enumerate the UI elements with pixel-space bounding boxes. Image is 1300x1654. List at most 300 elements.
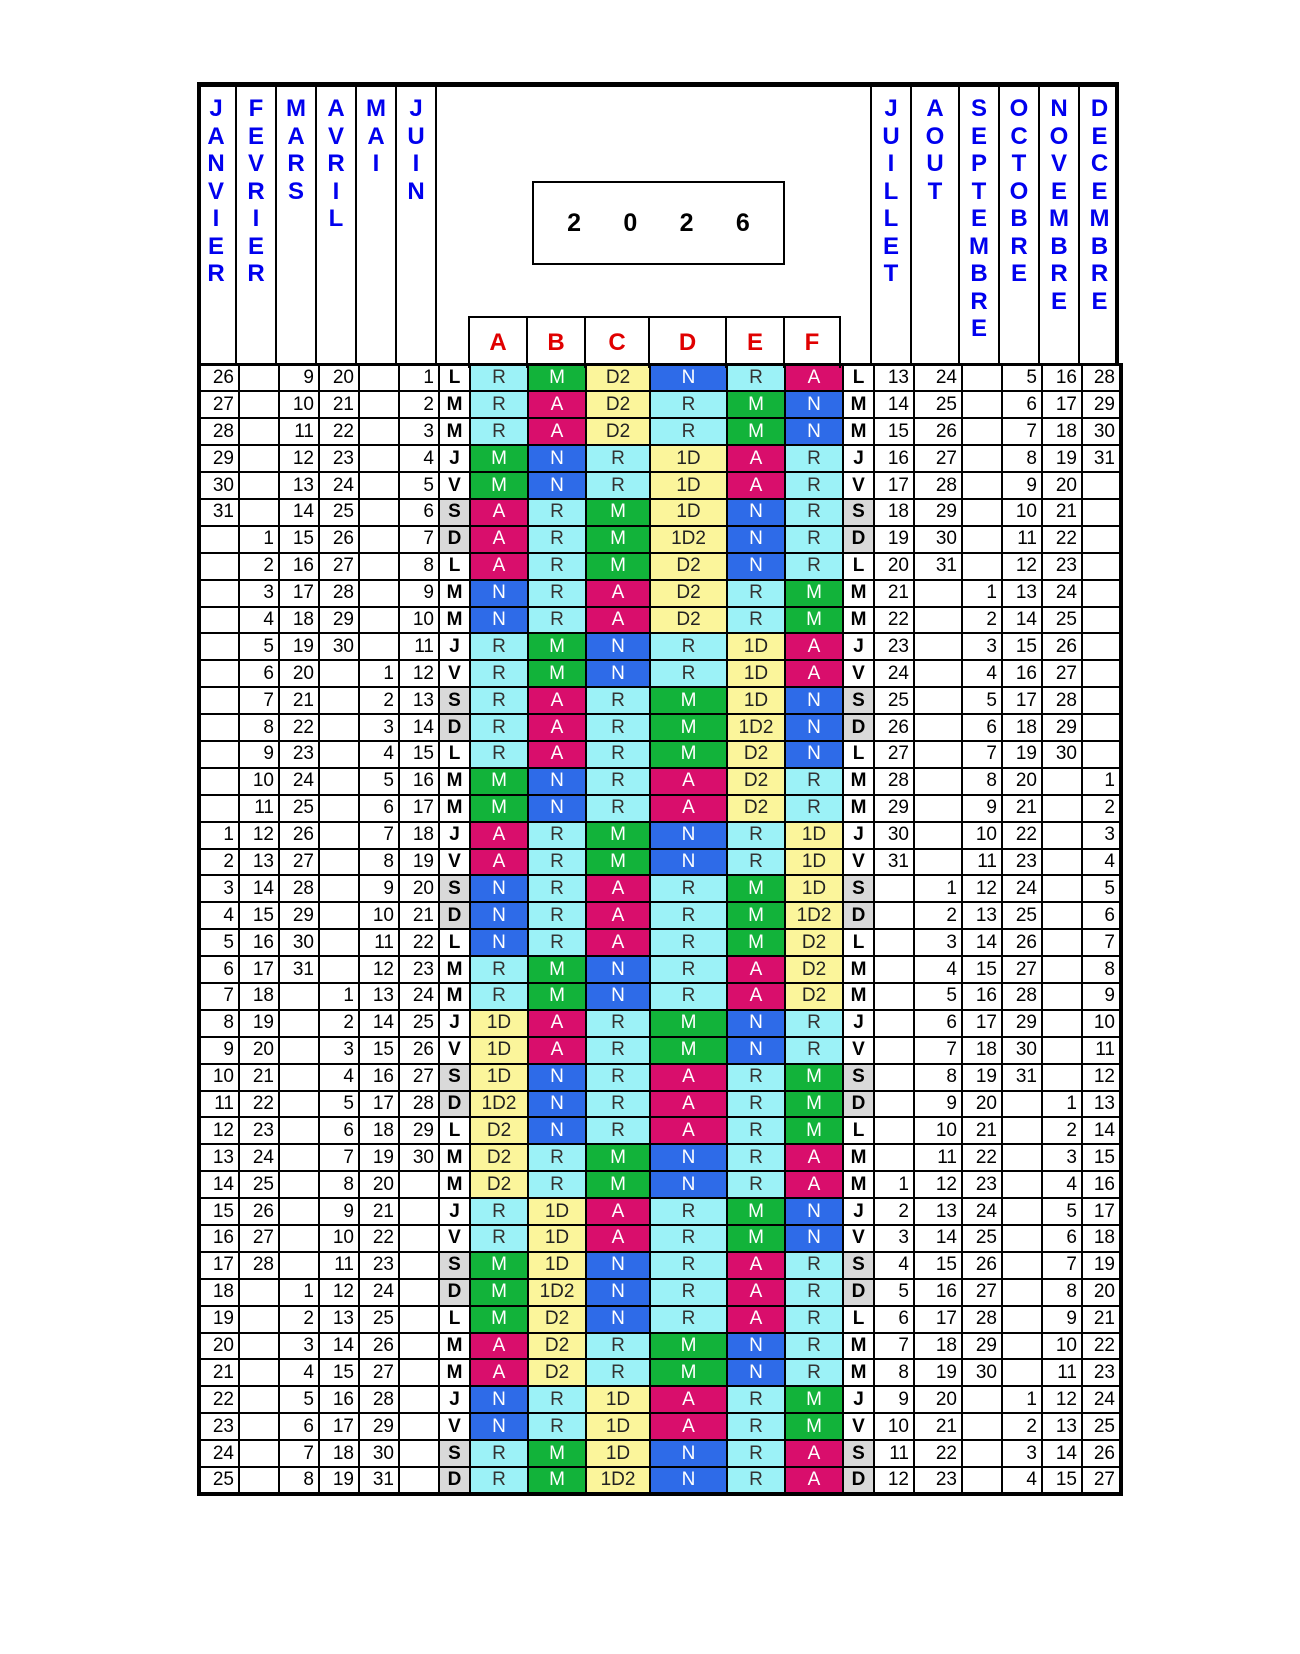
- shift-cell-team-e: N: [727, 553, 785, 580]
- date-cell-decembre: [1082, 714, 1121, 741]
- month-letter: R: [1050, 260, 1068, 287]
- date-cell-mars: 17: [279, 580, 319, 607]
- date-cell-septembre: 10: [962, 822, 1002, 849]
- date-cell-aout: 17: [914, 1306, 962, 1333]
- date-cell-septembre: [962, 365, 1002, 392]
- date-cell-aout: 21: [914, 1413, 962, 1440]
- date-cell-fevrier: [239, 445, 279, 472]
- date-cell-aout: 11: [914, 1144, 962, 1171]
- shift-cell-team-f: M: [785, 1413, 843, 1440]
- shift-cell-team-b: R: [528, 1144, 586, 1171]
- shift-cell-team-e: N: [727, 526, 785, 553]
- date-cell-mars: 23: [279, 741, 319, 768]
- date-cell-octobre: 30: [1002, 1037, 1042, 1064]
- shift-cell-team-f: M: [785, 580, 843, 607]
- weekday-cell: L: [439, 365, 470, 392]
- date-cell-avril: 20: [319, 365, 359, 392]
- shift-cell-team-b: 1D: [528, 1252, 586, 1279]
- date-cell-janvier: 13: [199, 1144, 239, 1171]
- date-cell-avril: 6: [319, 1117, 359, 1144]
- shift-cell-team-a: 1D: [470, 1010, 528, 1037]
- shift-cell-team-c: A: [586, 902, 650, 929]
- date-cell-janvier: 12: [199, 1117, 239, 1144]
- shift-cell-team-c: M: [586, 553, 650, 580]
- month-header-juin: [397, 87, 437, 363]
- shift-cell-team-e: A: [727, 1306, 785, 1333]
- date-cell-mars: 15: [279, 526, 319, 553]
- date-cell-juin: 8: [399, 553, 439, 580]
- date-cell-mars: 8: [279, 1467, 319, 1494]
- date-cell-fevrier: 9: [239, 741, 279, 768]
- date-cell-janvier: 25: [199, 1467, 239, 1494]
- date-cell-novembre: 1: [1042, 1091, 1082, 1118]
- date-cell-aout: 6: [914, 1010, 962, 1037]
- date-cell-mai: 2: [359, 687, 399, 714]
- date-cell-juillet: 23: [874, 633, 914, 660]
- month-letter: M: [1049, 205, 1069, 232]
- table-row: [199, 1467, 1121, 1494]
- date-cell-fevrier: 10: [239, 768, 279, 795]
- shift-cell-team-e: R: [727, 1091, 785, 1118]
- date-cell-janvier: 23: [199, 1413, 239, 1440]
- date-cell-avril: 10: [319, 1225, 359, 1252]
- date-cell-decembre: 16: [1082, 1171, 1121, 1198]
- date-cell-avril: 16: [319, 1386, 359, 1413]
- table-row: [199, 714, 1121, 741]
- date-cell-avril: 21: [319, 391, 359, 418]
- shift-cell-team-e: N: [727, 1037, 785, 1064]
- date-cell-janvier: 31: [199, 499, 239, 526]
- shift-cell-team-d: N: [650, 1440, 727, 1467]
- date-cell-octobre: 4: [1002, 1467, 1042, 1494]
- date-cell-fevrier: [239, 1467, 279, 1494]
- date-cell-octobre: 26: [1002, 929, 1042, 956]
- shift-cell-team-a: N: [470, 902, 528, 929]
- date-cell-juillet: [874, 902, 914, 929]
- shift-cell-team-a: R: [470, 1198, 528, 1225]
- date-cell-avril: 25: [319, 499, 359, 526]
- shift-cell-team-f: M: [785, 607, 843, 634]
- shift-cell-team-b: R: [528, 902, 586, 929]
- date-cell-septembre: 5: [962, 687, 1002, 714]
- date-cell-novembre: 12: [1042, 1386, 1082, 1413]
- shift-cell-team-c: R: [586, 472, 650, 499]
- weekday-cell: J: [439, 1386, 470, 1413]
- shift-cell-team-b: 1D2: [528, 1279, 586, 1306]
- month-letter: D: [1090, 95, 1109, 122]
- date-cell-octobre: 22: [1002, 822, 1042, 849]
- month-letter: N: [207, 150, 225, 177]
- date-cell-avril: 19: [319, 1467, 359, 1494]
- shift-cell-team-b: M: [528, 1467, 586, 1494]
- date-cell-novembre: [1042, 795, 1082, 822]
- shift-cell-team-b: N: [528, 1091, 586, 1118]
- weekday-cell: D: [843, 714, 874, 741]
- month-header-septembre: [960, 87, 1000, 363]
- month-letter: E: [247, 232, 264, 260]
- weekday-cell: S: [439, 875, 470, 902]
- date-cell-juillet: [874, 1037, 914, 1064]
- date-cell-septembre: 27: [962, 1279, 1002, 1306]
- shift-cell-team-e: A: [727, 983, 785, 1010]
- date-cell-juillet: 21: [874, 580, 914, 607]
- date-cell-decembre: 25: [1082, 1413, 1121, 1440]
- date-cell-avril: [319, 660, 359, 687]
- date-cell-septembre: [962, 1413, 1002, 1440]
- date-cell-aout: 20: [914, 1386, 962, 1413]
- date-cell-septembre: 2: [962, 607, 1002, 634]
- shift-cell-team-d: R: [650, 418, 727, 445]
- date-cell-mai: 27: [359, 1359, 399, 1386]
- date-cell-juillet: 2: [874, 1198, 914, 1225]
- shift-cell-team-c: 1D: [586, 1413, 650, 1440]
- date-cell-mars: [279, 1252, 319, 1279]
- date-cell-septembre: 22: [962, 1144, 1002, 1171]
- date-cell-mars: 3: [279, 1333, 319, 1360]
- date-cell-janvier: [199, 768, 239, 795]
- date-cell-juillet: 1: [874, 1171, 914, 1198]
- date-cell-avril: 8: [319, 1171, 359, 1198]
- table-row: [199, 1252, 1121, 1279]
- date-cell-novembre: [1042, 1064, 1082, 1091]
- month-header-juillet: [872, 87, 912, 363]
- date-cell-juillet: 4: [874, 1252, 914, 1279]
- shift-cell-team-e: R: [727, 1171, 785, 1198]
- shift-cell-team-e: A: [727, 472, 785, 499]
- shift-cell-team-d: R: [650, 1252, 727, 1279]
- date-cell-septembre: 21: [962, 1117, 1002, 1144]
- date-cell-mai: 24: [359, 1279, 399, 1306]
- date-cell-octobre: 2: [1002, 1413, 1042, 1440]
- date-cell-janvier: 3: [199, 875, 239, 902]
- date-cell-mars: [279, 1091, 319, 1118]
- date-cell-novembre: 10: [1042, 1333, 1082, 1360]
- weekday-cell: J: [843, 445, 874, 472]
- table-row: [199, 1306, 1121, 1333]
- date-cell-octobre: [1002, 1279, 1042, 1306]
- weekday-cell: M: [843, 983, 874, 1010]
- month-letter: I: [412, 150, 420, 177]
- date-cell-fevrier: [239, 1279, 279, 1306]
- date-cell-mars: 14: [279, 499, 319, 526]
- date-cell-novembre: [1042, 956, 1082, 983]
- date-cell-aout: 22: [914, 1440, 962, 1467]
- month-letter: R: [1010, 232, 1028, 260]
- date-cell-novembre: [1042, 1037, 1082, 1064]
- table-row: [199, 391, 1121, 418]
- shift-cell-team-d: M: [650, 1333, 727, 1360]
- shift-cell-team-b: M: [528, 956, 586, 983]
- shift-cell-team-a: N: [470, 929, 528, 956]
- date-cell-decembre: [1082, 607, 1121, 634]
- date-cell-fevrier: 20: [239, 1037, 279, 1064]
- date-cell-mars: 4: [279, 1359, 319, 1386]
- month-letter: U: [926, 150, 944, 177]
- date-cell-avril: 15: [319, 1359, 359, 1386]
- shift-cell-team-e: 1D: [727, 660, 785, 687]
- date-cell-mars: 12: [279, 445, 319, 472]
- date-cell-juillet: 20: [874, 553, 914, 580]
- date-cell-mars: 2: [279, 1306, 319, 1333]
- date-cell-octobre: 3: [1002, 1440, 1042, 1467]
- month-letter: R: [970, 287, 988, 315]
- date-cell-septembre: 11: [962, 849, 1002, 876]
- table-row: [199, 875, 1121, 902]
- date-cell-septembre: 25: [962, 1225, 1002, 1252]
- month-header-novembre: [1040, 87, 1080, 363]
- shift-cell-team-a: R: [470, 741, 528, 768]
- shift-cell-team-b: A: [528, 391, 586, 418]
- date-cell-aout: 12: [914, 1171, 962, 1198]
- date-cell-octobre: 21: [1002, 795, 1042, 822]
- date-cell-aout: 9: [914, 1091, 962, 1118]
- shift-cell-team-d: M: [650, 741, 727, 768]
- date-cell-mars: [279, 1037, 319, 1064]
- shift-cell-team-e: R: [727, 580, 785, 607]
- date-cell-mai: 21: [359, 1198, 399, 1225]
- weekday-cell: V: [439, 472, 470, 499]
- date-cell-avril: [319, 741, 359, 768]
- date-cell-novembre: 16: [1042, 365, 1082, 392]
- date-cell-juillet: 5: [874, 1279, 914, 1306]
- date-cell-aout: 14: [914, 1225, 962, 1252]
- date-cell-octobre: 9: [1002, 472, 1042, 499]
- date-cell-avril: 1: [319, 983, 359, 1010]
- date-cell-juillet: 8: [874, 1359, 914, 1386]
- month-header-fevrier: [237, 87, 277, 363]
- shift-cell-team-c: A: [586, 1225, 650, 1252]
- shift-cell-team-c: R: [586, 1064, 650, 1091]
- weekday-cell: J: [843, 822, 874, 849]
- shift-cell-team-e: R: [727, 1117, 785, 1144]
- table-row: [199, 741, 1121, 768]
- date-cell-mai: 5: [359, 768, 399, 795]
- date-cell-novembre: 20: [1042, 472, 1082, 499]
- shift-cell-team-d: R: [650, 1198, 727, 1225]
- shift-cell-team-c: R: [586, 1359, 650, 1386]
- weekday-cell: S: [439, 1252, 470, 1279]
- date-cell-octobre: [1002, 1359, 1042, 1386]
- date-cell-septembre: 26: [962, 1252, 1002, 1279]
- month-letter: L: [883, 205, 899, 232]
- date-cell-mai: [359, 418, 399, 445]
- shift-cell-team-e: M: [727, 902, 785, 929]
- date-cell-janvier: 9: [199, 1037, 239, 1064]
- shift-cell-team-f: R: [785, 1010, 843, 1037]
- date-cell-juillet: 25: [874, 687, 914, 714]
- date-cell-mars: 27: [279, 849, 319, 876]
- table-row: [199, 1064, 1121, 1091]
- shift-cell-team-f: A: [785, 365, 843, 392]
- weekday-cell: D: [439, 902, 470, 929]
- shift-cell-team-b: A: [528, 1010, 586, 1037]
- month-letter: M: [366, 95, 386, 122]
- shift-cell-team-d: N: [650, 822, 727, 849]
- month-letter: I: [332, 177, 340, 205]
- shift-cell-team-e: N: [727, 1333, 785, 1360]
- date-cell-fevrier: [239, 1386, 279, 1413]
- date-cell-mai: 17: [359, 1091, 399, 1118]
- date-cell-avril: 14: [319, 1333, 359, 1360]
- shift-cell-team-c: M: [586, 1144, 650, 1171]
- weekday-cell: J: [843, 1010, 874, 1037]
- shift-cell-team-d: N: [650, 1467, 727, 1494]
- weekday-cell: M: [439, 391, 470, 418]
- date-cell-decembre: 14: [1082, 1117, 1121, 1144]
- date-cell-juin: 30: [399, 1144, 439, 1171]
- date-cell-juillet: 9: [874, 1386, 914, 1413]
- weekday-cell: V: [439, 1037, 470, 1064]
- shift-cell-team-d: 1D: [650, 472, 727, 499]
- table-row: [199, 902, 1121, 929]
- shift-cell-team-f: R: [785, 472, 843, 499]
- date-cell-mars: 24: [279, 768, 319, 795]
- shift-cell-team-f: R: [785, 553, 843, 580]
- shift-cell-team-e: M: [727, 929, 785, 956]
- date-cell-juin: 11: [399, 633, 439, 660]
- shift-cell-team-b: M: [528, 660, 586, 687]
- date-cell-juin: 25: [399, 1010, 439, 1037]
- shift-cell-team-e: N: [727, 499, 785, 526]
- weekday-cell: M: [439, 1359, 470, 1386]
- shift-cell-team-c: N: [586, 1252, 650, 1279]
- date-cell-mars: 10: [279, 391, 319, 418]
- date-cell-fevrier: 13: [239, 849, 279, 876]
- date-cell-avril: [319, 902, 359, 929]
- shift-cell-team-f: N: [785, 391, 843, 418]
- month-header-avril: [317, 87, 357, 363]
- shift-cell-team-f: 1D2: [785, 902, 843, 929]
- date-cell-juillet: 12: [874, 1467, 914, 1494]
- shift-cell-team-d: R: [650, 1225, 727, 1252]
- shift-cell-team-b: N: [528, 445, 586, 472]
- shift-cell-team-a: R: [470, 687, 528, 714]
- month-header-mai: [357, 87, 397, 363]
- date-cell-aout: 8: [914, 1064, 962, 1091]
- weekday-cell: V: [439, 849, 470, 876]
- weekday-cell: J: [439, 1198, 470, 1225]
- date-cell-mai: [359, 445, 399, 472]
- shift-cell-team-f: A: [785, 633, 843, 660]
- shift-cell-team-f: R: [785, 1279, 843, 1306]
- date-cell-mai: 8: [359, 849, 399, 876]
- date-cell-decembre: 13: [1082, 1091, 1121, 1118]
- weekday-cell: M: [843, 1359, 874, 1386]
- month-letter: O: [1009, 177, 1029, 205]
- date-cell-juillet: 10: [874, 1413, 914, 1440]
- shift-cell-team-d: M: [650, 714, 727, 741]
- date-cell-novembre: 23: [1042, 553, 1082, 580]
- weekday-cell: M: [439, 768, 470, 795]
- date-cell-decembre: 1: [1082, 768, 1121, 795]
- date-cell-fevrier: 2: [239, 553, 279, 580]
- date-cell-aout: [914, 687, 962, 714]
- month-letter: J: [884, 95, 898, 122]
- date-cell-septembre: 9: [962, 795, 1002, 822]
- shift-cell-team-d: R: [650, 660, 727, 687]
- weekday-cell: L: [843, 929, 874, 956]
- month-letter: A: [926, 95, 944, 122]
- month-letter: E: [970, 205, 987, 232]
- date-cell-mars: [279, 1064, 319, 1091]
- team-header-a: A: [468, 316, 526, 368]
- date-cell-janvier: [199, 553, 239, 580]
- date-cell-septembre: [962, 445, 1002, 472]
- shift-cell-team-c: D2: [586, 418, 650, 445]
- month-letter: R: [207, 260, 225, 287]
- weekday-cell: M: [843, 418, 874, 445]
- shift-cell-team-d: R: [650, 902, 727, 929]
- date-cell-decembre: 9: [1082, 983, 1121, 1010]
- date-cell-avril: 2: [319, 1010, 359, 1037]
- year-digit: 2: [679, 208, 694, 237]
- shift-cell-team-b: 1D: [528, 1225, 586, 1252]
- date-cell-juin: [399, 1386, 439, 1413]
- month-letter: V: [247, 150, 264, 177]
- shift-cell-team-c: 1D2: [586, 1467, 650, 1494]
- shift-cell-team-c: R: [586, 795, 650, 822]
- shift-cell-team-b: N: [528, 1117, 586, 1144]
- date-cell-janvier: [199, 714, 239, 741]
- shift-cell-team-f: M: [785, 1386, 843, 1413]
- date-cell-janvier: [199, 795, 239, 822]
- date-cell-octobre: 5: [1002, 365, 1042, 392]
- date-cell-juin: [399, 1306, 439, 1333]
- month-letter: E: [970, 122, 987, 150]
- shift-cell-team-e: R: [727, 1413, 785, 1440]
- weekday-cell: S: [439, 499, 470, 526]
- date-cell-fevrier: 18: [239, 983, 279, 1010]
- date-cell-juillet: 7: [874, 1333, 914, 1360]
- shift-cell-team-a: D2: [470, 1144, 528, 1171]
- shift-cell-team-e: R: [727, 1064, 785, 1091]
- date-cell-janvier: 27: [199, 391, 239, 418]
- weekday-cell: V: [843, 1413, 874, 1440]
- date-cell-aout: 29: [914, 499, 962, 526]
- date-cell-octobre: 12: [1002, 553, 1042, 580]
- date-cell-decembre: 28: [1082, 365, 1121, 392]
- shift-cell-team-c: R: [586, 445, 650, 472]
- month-letter: E: [882, 232, 899, 260]
- shift-cell-team-b: R: [528, 607, 586, 634]
- shift-cell-team-c: R: [586, 1091, 650, 1118]
- date-cell-mai: 6: [359, 795, 399, 822]
- shift-cell-team-a: N: [470, 1386, 528, 1413]
- shift-cell-team-d: R: [650, 875, 727, 902]
- weekday-cell: J: [843, 633, 874, 660]
- date-cell-juin: 24: [399, 983, 439, 1010]
- date-cell-fevrier: 7: [239, 687, 279, 714]
- date-cell-septembre: 20: [962, 1091, 1002, 1118]
- date-cell-octobre: [1002, 1252, 1042, 1279]
- shift-cell-team-e: A: [727, 445, 785, 472]
- date-cell-avril: 17: [319, 1413, 359, 1440]
- date-cell-aout: 15: [914, 1252, 962, 1279]
- shift-cell-team-b: R: [528, 929, 586, 956]
- shift-cell-team-c: N: [586, 1306, 650, 1333]
- date-cell-mars: 28: [279, 875, 319, 902]
- date-cell-mai: [359, 607, 399, 634]
- date-cell-decembre: [1082, 633, 1121, 660]
- date-cell-octobre: [1002, 1306, 1042, 1333]
- date-cell-avril: 7: [319, 1144, 359, 1171]
- table-row: [199, 929, 1121, 956]
- shift-cell-team-b: M: [528, 1440, 586, 1467]
- month-letter: S: [970, 95, 987, 122]
- shift-cell-team-d: N: [650, 1171, 727, 1198]
- date-cell-aout: [914, 741, 962, 768]
- date-cell-avril: [319, 956, 359, 983]
